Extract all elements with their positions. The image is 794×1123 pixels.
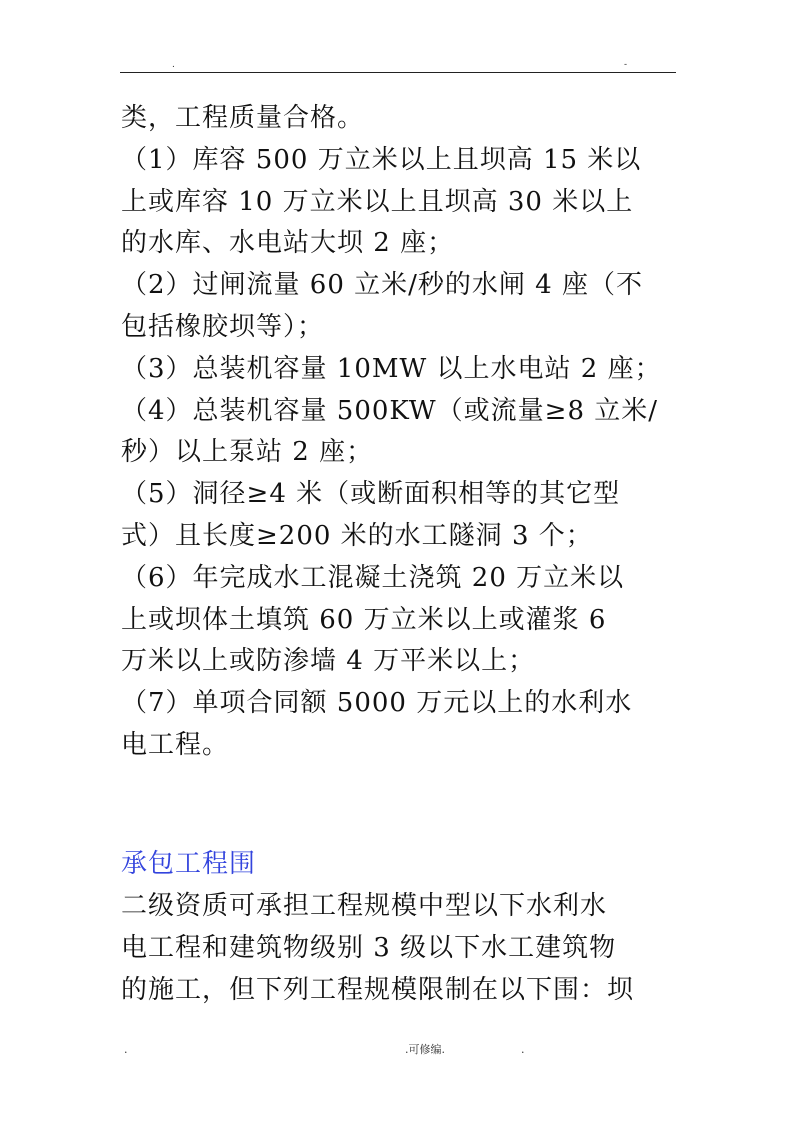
text-line: 万米以上或防渗墙 4 万平米以上； bbox=[121, 646, 536, 677]
text-line: 电工程和建筑物级别 3 级以下水工建筑物 bbox=[121, 932, 617, 963]
text-line: （5）洞径≥4 米（或断面积相等的其它型 bbox=[121, 479, 621, 510]
text-line: （6）年完成水工混凝土浇筑 20 万立米以 bbox=[121, 562, 625, 593]
section-body-text bbox=[121, 886, 701, 1011]
text-line: （1）库容 500 万立米以上且坝高 15 米以 bbox=[121, 144, 642, 175]
header-left-mark: . bbox=[172, 60, 175, 70]
text-line: 的施工，但下列工程规模限制在以下围：坝 bbox=[121, 974, 635, 1005]
text-line: 二级资质可承担工程规模中型以下水利水 bbox=[121, 891, 608, 921]
header-rule bbox=[120, 72, 676, 73]
text-line: （3）总装机容量 10MW 以上水电站 2 座； bbox=[121, 353, 662, 384]
text-line: 类，工程质量合格。 bbox=[121, 103, 365, 133]
text-line: 上或坝体土填筑 60 万立米以上或灌浆 6 bbox=[121, 604, 607, 635]
text-line: （7）单项合同额 5000 万元以上的水利水 bbox=[121, 688, 633, 719]
text-line: 秒）以上泵站 2 座； bbox=[121, 437, 374, 468]
footer-label: .可修编. bbox=[405, 1043, 445, 1056]
text-line: 式）且长度≥200 米的水工隧洞 3 个； bbox=[121, 520, 593, 551]
header-right-mark: - bbox=[624, 60, 628, 70]
text-line: 电工程。 bbox=[121, 729, 230, 760]
text-line: 包括橡胶坝等）； bbox=[121, 311, 325, 342]
text-line: 的水库、水电站大坝 2 座； bbox=[121, 228, 455, 259]
footer-left-mark: . bbox=[124, 1043, 128, 1056]
text-line: 上或库容 10 万立米以上且坝高 30 米以上 bbox=[121, 186, 634, 217]
text-line: （2）过闸流量 60 立米/秒的水闸 4 座（不 bbox=[121, 270, 643, 301]
text-line: （4）总装机容量 500KW（或流量≥8 立米/ bbox=[121, 395, 659, 426]
footer-right-mark: . bbox=[521, 1043, 525, 1056]
body-text bbox=[121, 98, 701, 767]
section-heading: 承包工程围 bbox=[121, 849, 257, 879]
